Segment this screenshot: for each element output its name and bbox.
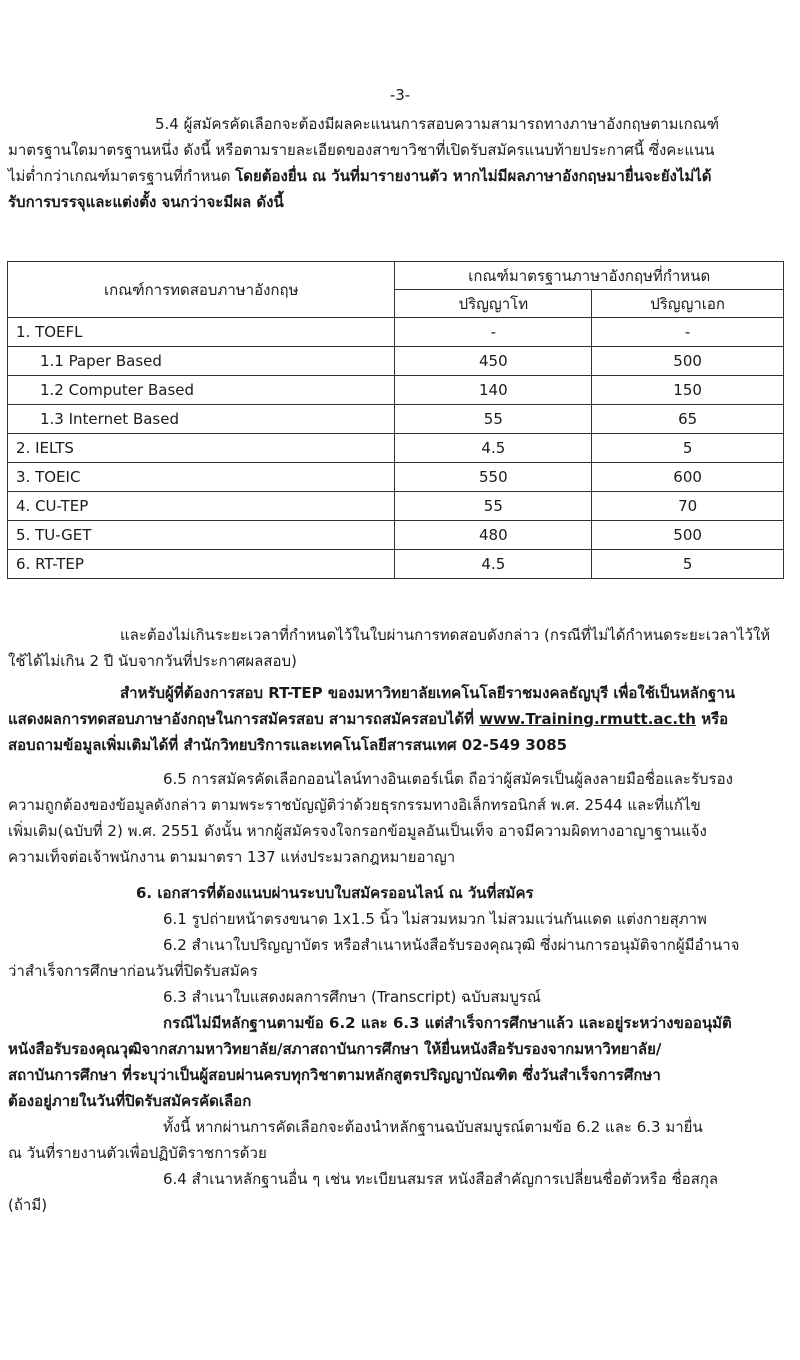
doctor-score-cell: 5 bbox=[592, 434, 784, 463]
text-line: สำหรับผู้ที่ต้องการสอบ RT-TEP ของมหาวิทยาลัยเทคโนโลยีราชมงคลธัญบุรี เพื่อใช้เป็นหลักฐาน bbox=[120, 684, 735, 702]
doctor-score-cell: 600 bbox=[592, 463, 784, 492]
table-row bbox=[8, 492, 784, 521]
table-row bbox=[8, 347, 784, 376]
validity-paragraph bbox=[8, 622, 778, 674]
section-heading: 6. เอกสารที่ต้องแนบผ่านระบบใบสมัครออนไลน์ ณ วันที่สมัคร bbox=[136, 884, 534, 902]
doctor-score-cell: 5 bbox=[592, 550, 784, 579]
text-line: 6.4 สำเนาหลักฐานอื่น ๆ เช่น ทะเบียนสมรส หนังสือสำคัญการเปลี่ยนชื่อตัวหรือ ชื่อสกุล bbox=[163, 1170, 719, 1188]
master-score-cell: 550 bbox=[395, 463, 592, 492]
text-line: และต้องไม่เกินระยะเวลาที่กำหนดไว้ในใบผ่านการทดสอบดังกล่าว (กรณีที่ไม่ได้กำหนดระยะเวลาไว้ให้ bbox=[120, 626, 771, 644]
master-score-cell: 55 bbox=[395, 405, 592, 434]
text-line: ใช้ได้ไม่เกิน 2 ปี นับจากวันที่ประกาศผลสอบ) bbox=[8, 652, 297, 670]
test-name-cell: 2. IELTS bbox=[8, 434, 395, 463]
header-test-cell: เกณฑ์การทดสอบภาษาอังกฤษ bbox=[8, 262, 395, 318]
text-line: 6.5 การสมัครคัดเลือกออนไลน์ทางอินเตอร์เน็ต ถือว่าผู้สมัครเป็นผู้ลงลายมือชื่อและรับรอง bbox=[163, 770, 733, 788]
test-name-cell: 1.1 Paper Based bbox=[8, 347, 395, 376]
master-score-cell: 140 bbox=[395, 376, 592, 405]
text-line: หนังสือรับรองคุณวุฒิจากสภามหาวิทยาลัย/สภาสถาบันการศึกษา ให้ยื่นหนังสือรับรองจากมหาวิทยาลัย/ bbox=[8, 1040, 662, 1058]
page-number: -3- bbox=[389, 86, 411, 104]
test-name-cell: 5. TU-GET bbox=[8, 521, 395, 550]
text-line: 6.2 สำเนาใบปริญญาบัตร หรือสำเนาหนังสือรับรองคุณวุฒิ ซึ่งผ่านการอนุมัติจากผู้มีอำนาจ bbox=[163, 936, 740, 954]
english-criteria-table bbox=[7, 261, 784, 579]
doctor-score-cell: 500 bbox=[592, 347, 784, 376]
table-row bbox=[8, 434, 784, 463]
master-score-cell: 4.5 bbox=[395, 434, 592, 463]
text-line: ทั้งนี้ หากผ่านการคัดเลือกจะต้องนำหลักฐานฉบับสมบูรณ์ตามข้อ 6.2 และ 6.3 มายื่น bbox=[163, 1118, 703, 1136]
doctor-score-cell: 70 bbox=[592, 492, 784, 521]
table-row bbox=[8, 521, 784, 550]
master-score-cell: 480 bbox=[395, 521, 592, 550]
doctor-score-cell: 150 bbox=[592, 376, 784, 405]
test-name-cell: 3. TOEIC bbox=[8, 463, 395, 492]
training-link[interactable]: www.Training.rmutt.ac.th bbox=[479, 710, 696, 728]
master-score-cell: - bbox=[395, 318, 592, 347]
table-header-row bbox=[8, 262, 784, 290]
text-line: ณ วันที่รายงานตัวเพื่อปฏิบัติราชการด้วย bbox=[8, 1144, 267, 1162]
master-score-cell: 4.5 bbox=[395, 550, 592, 579]
test-name-cell: 6. RT-TEP bbox=[8, 550, 395, 579]
section-5-4 bbox=[8, 111, 778, 215]
table-row bbox=[8, 405, 784, 434]
table-row bbox=[8, 463, 784, 492]
bold-text-span: โดยต้องยื่น ณ วันที่มารายงานตัว หากไม่มีผลภาษาอังกฤษมายื่นจะยังไม่ได้ bbox=[235, 167, 712, 185]
master-score-cell: 55 bbox=[395, 492, 592, 521]
doctor-score-cell: 500 bbox=[592, 521, 784, 550]
test-name-cell: 4. CU-TEP bbox=[8, 492, 395, 521]
master-score-cell: 450 bbox=[395, 347, 592, 376]
text-line: กรณีไม่มีหลักฐานตามข้อ 6.2 และ 6.3 แต่สำเร็จการศึกษาแล้ว และอยู่ระหว่างขออนุมัติ bbox=[163, 1014, 732, 1032]
text-line: มาตรฐานใดมาตรฐานหนึ่ง ดังนี้ หรือตามรายละเอียดของสาขาวิชาที่เปิดรับสมัครแนบท้ายประกาศนี้ ซึ่งคะแนน bbox=[8, 141, 715, 159]
doctor-score-cell: - bbox=[592, 318, 784, 347]
text-line: 6.3 สำเนาใบแสดงผลการศึกษา (Transcript) ฉบับสมบูรณ์ bbox=[163, 988, 541, 1006]
section-6 bbox=[8, 880, 778, 1218]
text-line: สอบถามข้อมูลเพิ่มเติมได้ที่ สำนักวิทยบริการและเทคโนโลยีสารสนเทศ 02-549 3085 bbox=[8, 736, 568, 754]
text-line: สถาบันการศึกษา ที่ระบุว่าเป็นผู้สอบผ่านครบทุกวิชาตามหลักสูตรปริญญาบัณฑิต ซึ่งวันสำเร็จการศึกษา bbox=[8, 1066, 661, 1084]
text-line bbox=[8, 706, 778, 732]
test-name-cell: 1.2 Computer Based bbox=[8, 376, 395, 405]
text-line: ความถูกต้องของข้อมูลดังกล่าว ตามพระราชบัญญัติว่าด้วยธุรกรรมทางอิเล็กทรอนิกส์ พ.ศ. 2544 และที่แก้ไข bbox=[8, 796, 701, 814]
text-span: หรือ bbox=[695, 710, 729, 728]
header-standard-cell: เกณฑ์มาตรฐานภาษาอังกฤษที่กำหนด bbox=[395, 262, 784, 290]
section-6-5 bbox=[8, 766, 778, 870]
text-line: 6.1 รูปถ่ายหน้าตรงขนาด 1x1.5 นิ้ว ไม่สวมหมวก ไม่สวมแว่นกันแดด แต่งกายสุภาพ bbox=[163, 910, 707, 928]
test-name-cell: 1.3 Internet Based bbox=[8, 405, 395, 434]
text-line: เพิ่มเติม(ฉบับที่ 2) พ.ศ. 2551 ดังนั้น หากผู้สมัครจงใจกรอกข้อมูลอันเป็นเท็จ อาจมีความผิดทางอาญาฐานแจ้ง bbox=[8, 822, 707, 840]
doctor-score-cell: 65 bbox=[592, 405, 784, 434]
text-line: รับการบรรจุและแต่งตั้ง จนกว่าจะมีผล ดังนี้ bbox=[8, 193, 284, 211]
text-span: แสดงผลการทดสอบภาษาอังกฤษในการสมัครสอบ สามารถสมัครสอบได้ที่ bbox=[8, 710, 480, 728]
table-row bbox=[8, 376, 784, 405]
rttep-paragraph bbox=[8, 680, 778, 758]
test-name-cell: 1. TOEFL bbox=[8, 318, 395, 347]
header-master-cell: ปริญญาโท bbox=[395, 290, 592, 318]
text-line: ว่าสำเร็จการศึกษาก่อนวันที่ปิดรับสมัคร bbox=[8, 962, 258, 980]
text-line bbox=[8, 163, 778, 189]
text-line: ต้องอยู่ภายในวันที่ปิดรับสมัครคัดเลือก bbox=[8, 1092, 252, 1110]
text-span: ไม่ต่ำกว่าเกณฑ์มาตรฐานที่กำหนด bbox=[8, 167, 236, 185]
text-line: ความเท็จต่อเจ้าพนักงาน ตามมาตรา 137 แห่งประมวลกฎหมายอาญา bbox=[8, 848, 456, 866]
header-doctor-cell: ปริญญาเอก bbox=[592, 290, 784, 318]
text-line: (ถ้ามี) bbox=[8, 1196, 48, 1214]
table-row bbox=[8, 318, 784, 347]
text-line: 5.4 ผู้สมัครคัดเลือกจะต้องมีผลคะแนนการสอบความสามารถทางภาษาอังกฤษตามเกณฑ์ bbox=[155, 115, 720, 133]
table-row bbox=[8, 550, 784, 579]
